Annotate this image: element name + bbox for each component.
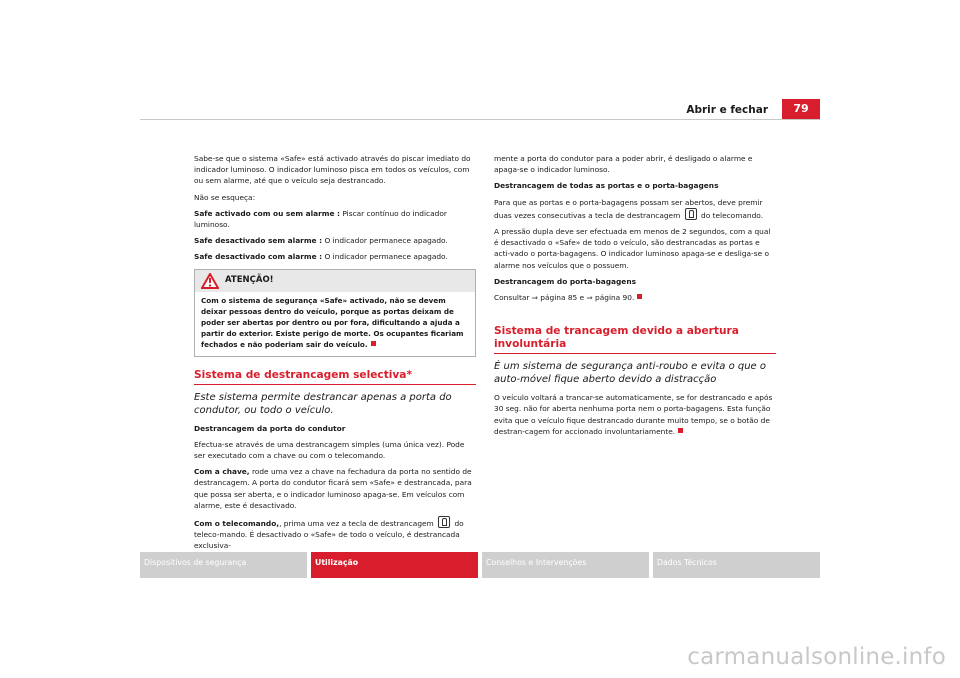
- paragraph-text: O veículo voltará a trancar-se automaticamente, se for destrancado e após 30 seg. não for aberta nenhuma porta nem o porta-bagagens. Esta função evita que o veículo fique destrancado durante muito tempo, se o botão de destran-cagem for accionado involuntariamente.: [494, 393, 773, 436]
- tab-dispositivos-de-seguranca[interactable]: Dispositivos de segurança: [140, 552, 307, 578]
- paragraph-text: do telecomando.: [701, 210, 764, 220]
- left-column: [194, 153, 476, 557]
- paragraph: [494, 197, 776, 221]
- subheading-text: Destrancagem do porta-bagagens: [494, 276, 636, 286]
- subheading: [494, 276, 776, 287]
- warning-triangle-icon: [201, 273, 219, 292]
- subheading: [194, 423, 476, 434]
- paragraph: Não se esqueça:: [194, 192, 256, 202]
- end-of-section-icon: [678, 428, 683, 433]
- unlock-key-icon: [685, 208, 697, 220]
- tab-dados-tecnicos[interactable]: Dados Técnicos: [653, 552, 820, 578]
- paragraph-text: , prima uma vez a tecla de destrancagem: [279, 519, 434, 529]
- warning-title: ATENÇÃO!: [225, 274, 274, 285]
- inline-label: Com o telecomando,: [194, 519, 280, 529]
- paragraph: Efectua-se através de uma destrancagem simples (uma única vez). Pode ser executado com a chave ou com o telecomando.: [194, 439, 465, 461]
- warning-body-text: Com o sistema de segurança «Safe» activado, não se devem deixar pessoas dentro do veículo, porque as portas deixam de poder ser abertas por dentro ou por fora, dificultando a ajuda a partir do exterior. Existe perigo de morte. Os ocupantes ficariam fechados e não poderiam sair do veículo.: [201, 295, 464, 349]
- subheading: [494, 180, 776, 191]
- subheading-text: Destrancagem da porta do condutor: [194, 423, 346, 433]
- status-label: Safe desactivado sem alarme :: [194, 236, 323, 246]
- section-title: Sistema de trancagem devido a abertura involuntária: [494, 325, 776, 354]
- section-subtitle: Este sistema permite destrancar apenas a porta do condutor, ou todo o veículo.: [194, 391, 452, 416]
- status-text: Piscar contínuo do indicador luminoso.: [194, 208, 447, 230]
- paragraph-text: rode uma vez a chave na fechadura da porta no sentido de destrancagem. A porta do condutor ficará sem «Safe» e destrancada, para que possa ser aberta, e o indicador luminoso apaga-se. Em veículos com alarme, este é desactivado.: [194, 467, 472, 510]
- status-line: [194, 251, 476, 262]
- end-of-section-icon: [371, 341, 376, 346]
- paragraph-text: do teleco-mando. É desactivado o «Safe» de todo o veículo, é destrancada exclusiva-: [194, 519, 464, 551]
- unlock-key-icon: [438, 516, 450, 528]
- inline-label: Com a chave,: [194, 467, 250, 477]
- status-line: [194, 208, 476, 230]
- section-subtitle: É um sistema de segurança anti-roubo e evita o que o auto-móvel fique aberto devido a distracção: [494, 361, 767, 386]
- section-title: Sistema de destrancagem selectiva*: [194, 369, 476, 385]
- page-reference[interactable]: Consultar ⇒ página 85 e ⇒ página 90.: [494, 293, 635, 303]
- paragraph: mente a porta do condutor para a poder abrir, é desligado o alarme e apaga-se o indicador luminoso.: [494, 154, 753, 175]
- right-column: [494, 153, 776, 442]
- status-label: Safe activado com ou sem alarme :: [194, 208, 341, 218]
- tab-conselhos-e-intervencoes[interactable]: Conselhos e Intervenções: [482, 552, 649, 578]
- paragraph: Sabe-se que o sistema «Safe» está activado através do piscar imediato do indicador luminoso. O indicador luminoso pisca em todos os veículos, com ou sem alarme, até que o veículo seja destrancado.: [194, 154, 471, 186]
- status-line: [194, 235, 476, 246]
- end-of-section-icon: [637, 294, 642, 299]
- paragraph: [194, 516, 476, 552]
- status-label: Safe desactivado com alarme :: [194, 252, 323, 262]
- page-number-badge: 79: [782, 99, 820, 119]
- warning-text: [195, 292, 475, 356]
- paragraph: [494, 292, 776, 303]
- paragraph: [194, 466, 476, 511]
- warning-box: [194, 269, 476, 357]
- paragraph-text: Para que as portas e o porta-bagagens possam ser abertos, deve premir duas vezes consecutivas a tecla de destrancagem: [494, 197, 763, 220]
- status-text: O indicador permanece apagado.: [324, 252, 448, 262]
- header-divider: [140, 119, 820, 120]
- paragraph: [494, 392, 776, 437]
- status-text: O indicador permanece apagado.: [324, 236, 448, 246]
- tab-utilizacao[interactable]: Utilização: [311, 552, 478, 578]
- subheading-text: Destrancagem de todas as portas e o porta-bagagens: [494, 181, 719, 191]
- paragraph: A pressão dupla deve ser efectuada em menos de 2 segundos, com a qual é desactivado o «Safe» de todo o veículo, são destrancadas as portas e acti-vado o porta-bagagens. O indicador luminoso apaga-se e desliga-se o alarme nos veículos que o possuem.: [494, 227, 771, 270]
- warning-header: [195, 270, 475, 292]
- page-header-title: Abrir e fechar: [686, 104, 768, 116]
- chapter-tabs: [140, 552, 820, 578]
- watermark: carmanualsonline.info: [687, 644, 946, 670]
